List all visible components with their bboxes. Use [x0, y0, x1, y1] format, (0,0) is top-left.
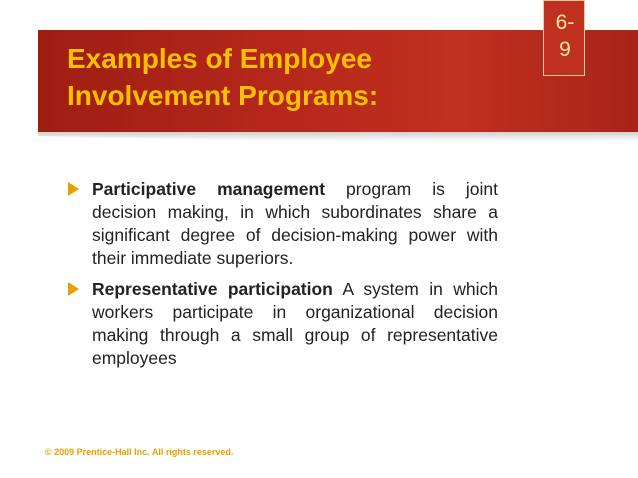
triangle-bullet-icon	[68, 182, 79, 196]
bullet-item	[68, 178, 498, 270]
slide-number-tab	[543, 0, 585, 76]
bullet-text: A system in which workers participate in organizational decision making through a small group of representative employees	[92, 279, 498, 368]
slide-number: 6- 9	[555, 11, 575, 61]
bullet-term: Representative participation	[92, 279, 333, 299]
bullet-term: Participative management	[92, 179, 326, 199]
bullet-text: program is joint decision making, in which subordinates share a significant degree of decision-making power with their immediate superiors.	[92, 179, 498, 268]
bullet-list	[68, 178, 498, 378]
triangle-bullet-icon	[68, 282, 79, 296]
copyright-footer: © 2009 Prentice-Hall Inc. All rights reserved.	[45, 447, 234, 457]
slide-title: Examples of Employee Involvement Programs:	[67, 43, 379, 111]
bullet-item	[68, 278, 498, 370]
title-banner-shadow	[38, 132, 638, 146]
